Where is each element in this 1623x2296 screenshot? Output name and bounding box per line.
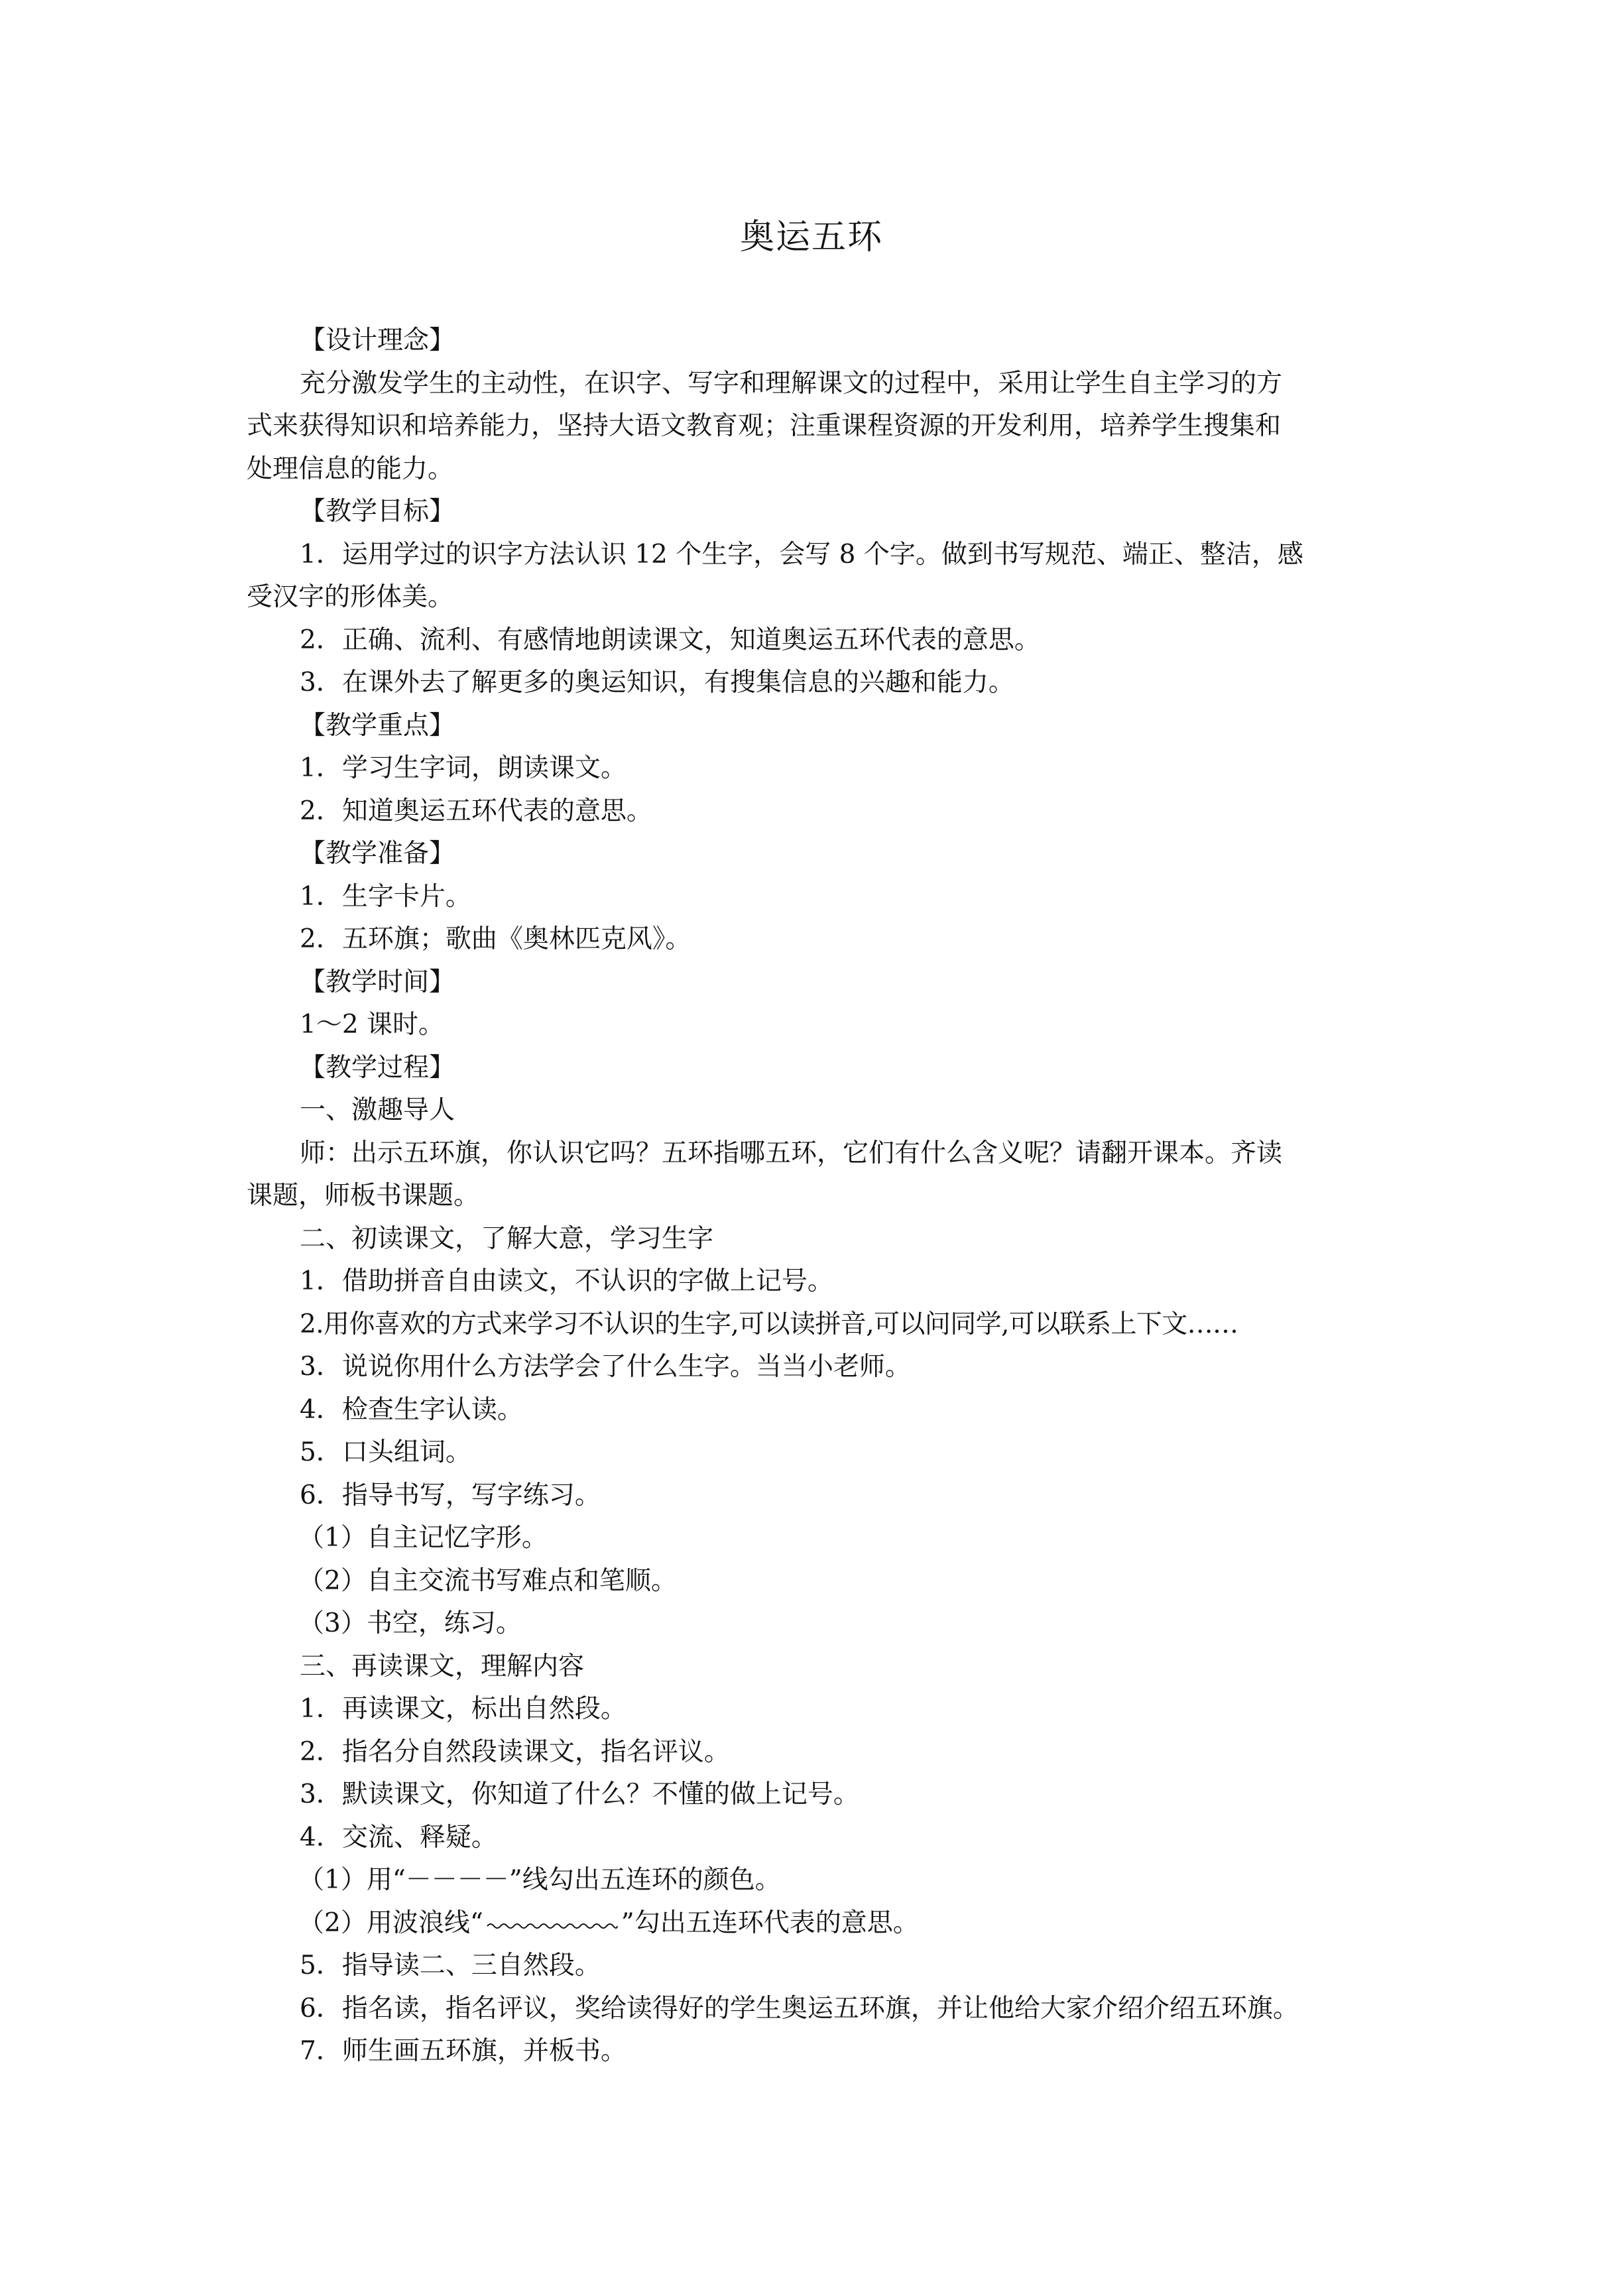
paragraph-line: 5．指导读二、三自然段。 [300, 1951, 601, 1980]
section-heading: 一、激趣导人 [300, 1095, 455, 1125]
heading-teaching-focus: 【教学重点】 [300, 710, 455, 741]
paragraph-line: 受汉字的形体美。 [247, 582, 454, 612]
heading-teaching-preparation: 【教学准备】 [300, 839, 455, 869]
paragraph-line: （3）书空，练习。 [298, 1608, 522, 1638]
section-heading: 三、再读课文，理解内容 [300, 1651, 585, 1681]
paragraph-line: 1．借助拼音自由读文，不认识的字做上记号。 [300, 1266, 833, 1296]
paragraph-line: 式来获得知识和培养能力，坚持大语文教育观；注重课程资源的开发利用，培养学生搜集和 [247, 411, 1282, 441]
paragraph-line: 课题，师板书课题。 [247, 1181, 480, 1211]
paragraph-line: 1～2 课时。 [300, 1010, 445, 1040]
heading-teaching-goals: 【教学目标】 [300, 497, 455, 526]
section-heading: 二、初读课文，了解大意，学习生字 [300, 1223, 714, 1254]
document-title: 奥运五环 [739, 217, 883, 257]
paragraph-line: 2．正确、流利、有感情地朗读课文，知道奥运五环代表的意思。 [300, 625, 1040, 655]
paragraph-line-wavy [247, 1902, 1388, 1945]
paragraph-line: 1．学习生字词，朗读课文。 [300, 753, 627, 783]
paragraph-line: 3．说说你用什么方法学会了什么生字。当当小老师。 [300, 1352, 911, 1382]
paragraph-line: 2．指名分自然段读课文，指名评议。 [300, 1736, 730, 1767]
paragraph-line: 2．知道奥运五环代表的意思。 [300, 796, 652, 826]
document-body [247, 320, 1388, 2073]
paragraph-line: （2）自主交流书写难点和笔顺。 [298, 1565, 677, 1596]
paragraph-line: 6．指名读，指名评议，奖给读得好的学生奥运五环旗，并让他给大家介绍介绍五环旗。 [300, 1993, 1299, 2024]
paragraph-line: 6．指导书写，写字练习。 [300, 1480, 601, 1510]
paragraph-line: 4．交流、释疑。 [300, 1822, 497, 1852]
wavy-line-text-before: （2）用波浪线“ [298, 1907, 483, 1938]
heading-design-concept: 【设计理念】 [300, 326, 455, 355]
paragraph-line: 3．在课外去了解更多的奥运知识，有搜集信息的兴趣和能力。 [300, 668, 1014, 697]
paragraph-line: （1）用“－－－－”线勾出五连环的颜色。 [298, 1865, 781, 1895]
paragraph-line: 4．检查生字认读。 [300, 1394, 523, 1425]
paragraph-line: 充分激发学生的主动性，在识字、写字和理解课文的过程中，采用让学生自主学习的方 [300, 368, 1283, 398]
paragraph-line: （1）自主记忆字形。 [298, 1523, 548, 1553]
paragraph-line: 2.用你喜欢的方式来学习不认识的生字,可以读拼音,可以问同学,可以联系上下文…… [300, 1309, 1238, 1339]
wavy-underline-icon [486, 1920, 619, 1929]
paragraph-line: 1．再读课文，标出自然段。 [300, 1694, 627, 1724]
paragraph-line: 处理信息的能力。 [247, 453, 454, 484]
paragraph-line: 1．运用学过的识字方法认识 12 个生字，会写 8 个字。做到书写规范、端正、整洁，感 [300, 539, 1303, 570]
paragraph-line: 7．师生画五环旗，并板书。 [300, 2036, 627, 2066]
paragraph-line: 5．口头组词。 [300, 1437, 471, 1467]
paragraph-line: 1．生字卡片。 [300, 881, 471, 912]
wavy-line-text-after: ”勾出五连环代表的意思。 [621, 1907, 919, 1938]
paragraph-line: 2．五环旗；歌曲《奥林匹克风》。 [300, 924, 691, 954]
paragraph-line: 师：出示五环旗，你认识它吗？五环指哪五环，它们有什么含义呢？请翻开课本。齐读 [300, 1138, 1283, 1168]
paragraph-line: 3．默读课文，你知道了什么？不懂的做上记号。 [300, 1780, 859, 1809]
heading-teaching-process: 【教学过程】 [300, 1052, 455, 1083]
heading-teaching-time: 【教学时间】 [300, 967, 455, 997]
